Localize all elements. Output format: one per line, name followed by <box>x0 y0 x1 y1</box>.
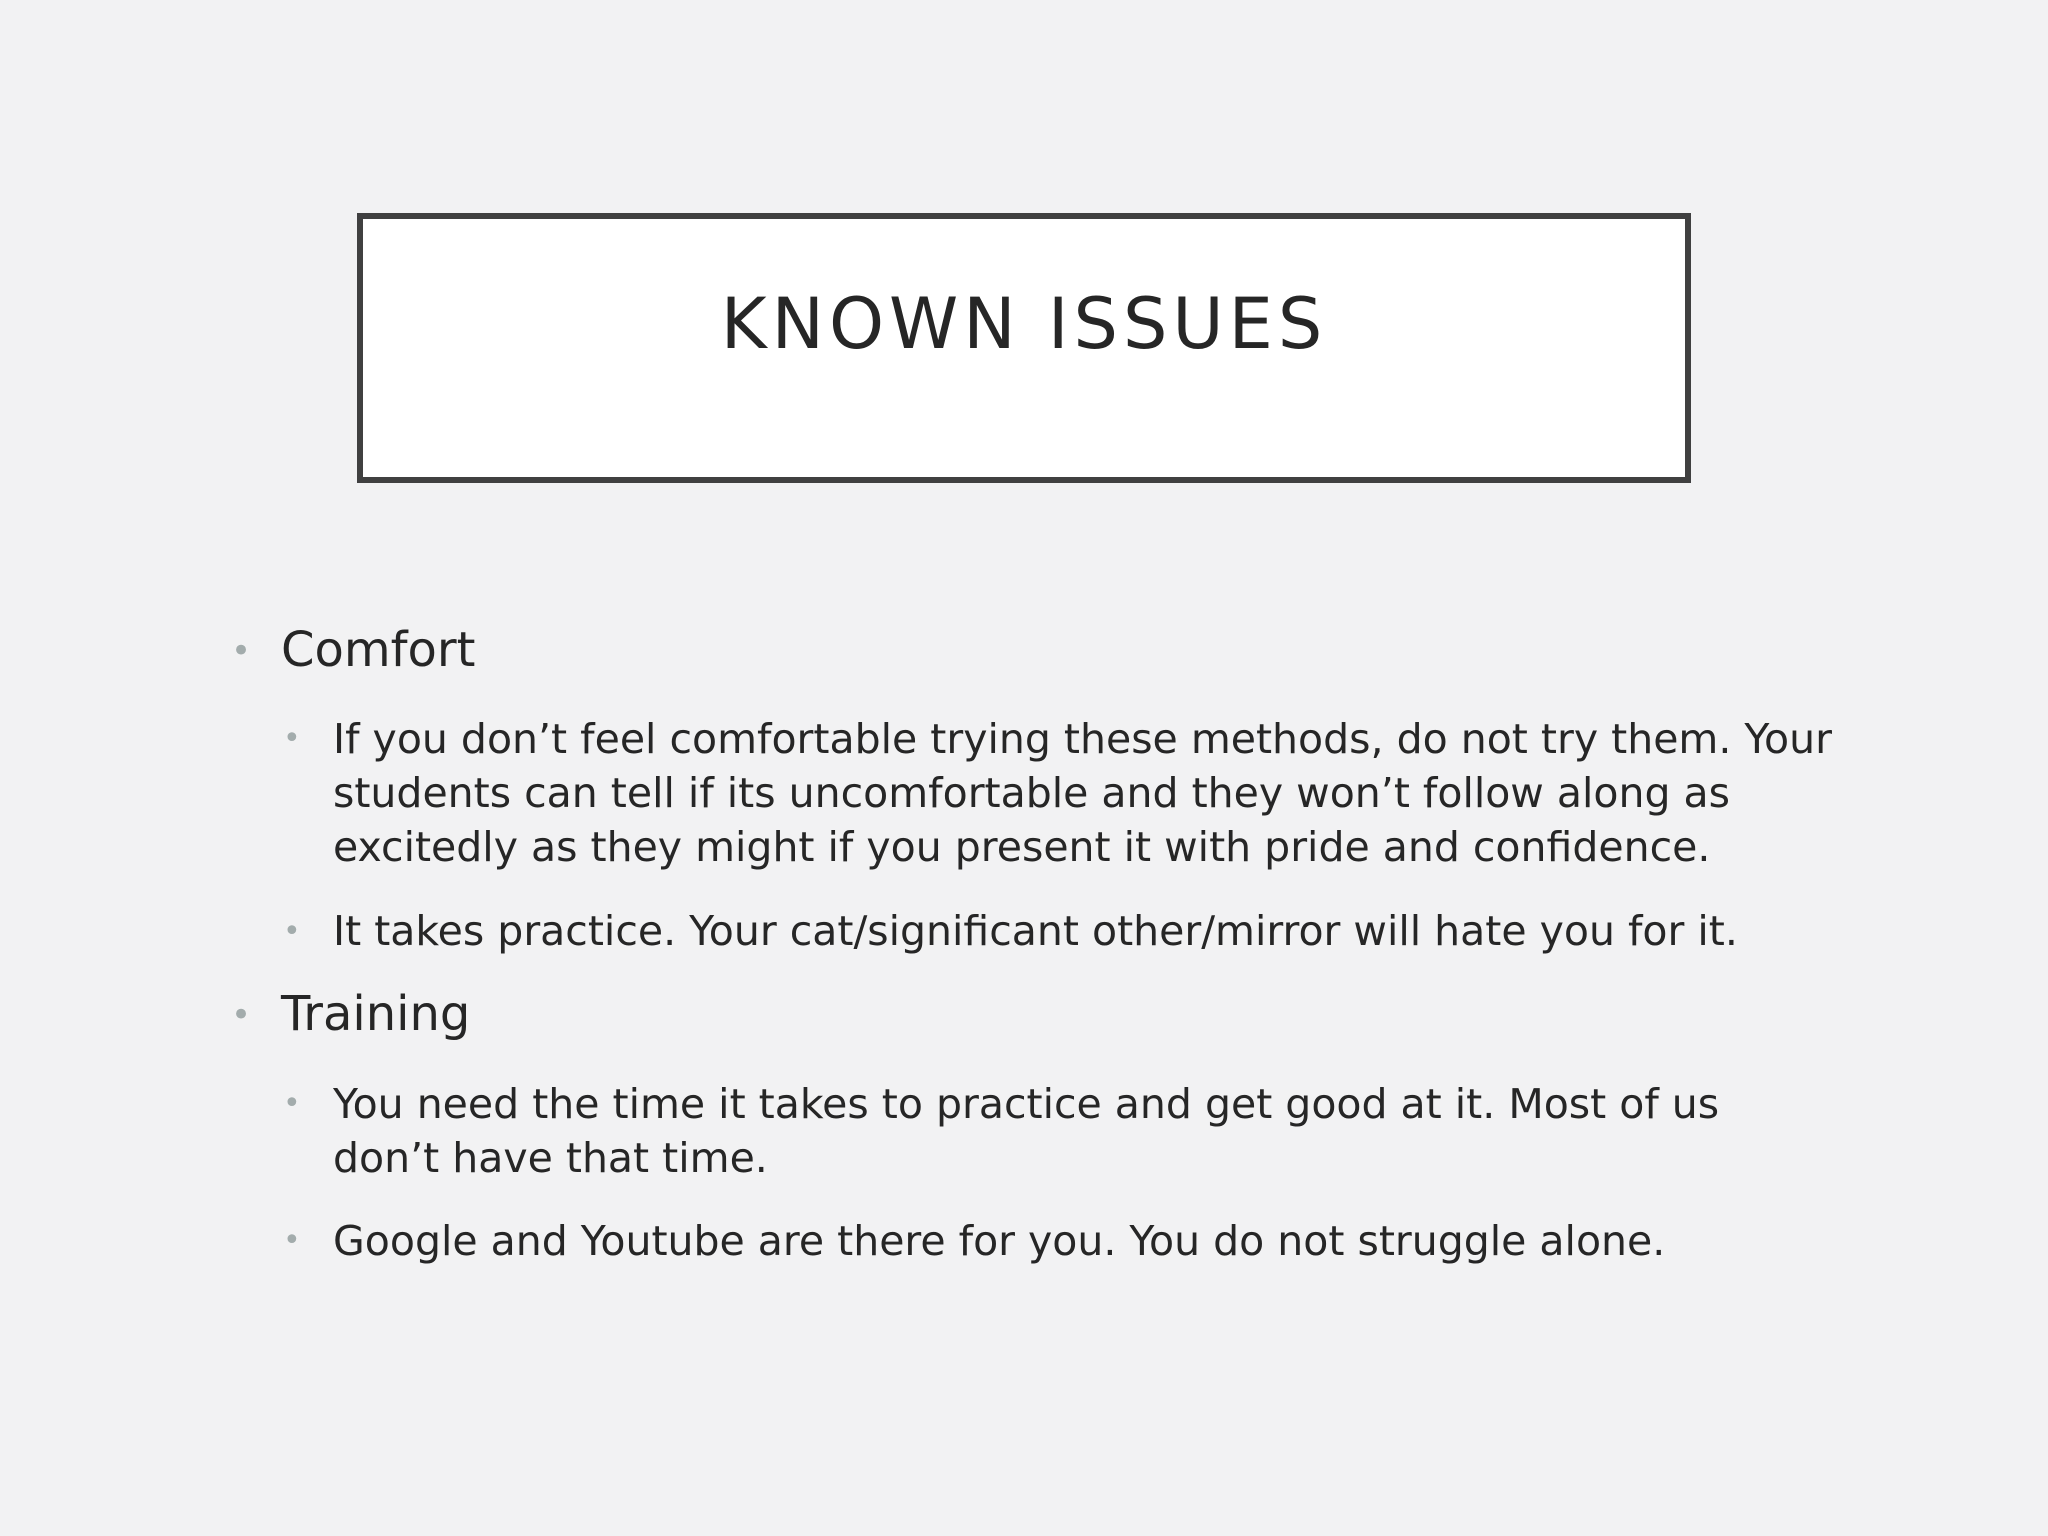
bullet-icon: • <box>283 1223 301 1258</box>
bullet-icon: • <box>283 1086 301 1121</box>
section-heading-comfort: Comfort <box>281 622 476 678</box>
bullet-icon: • <box>283 721 301 756</box>
list-item: It takes practice. Your cat/significant other/mirror will hate you for it. <box>333 907 1738 955</box>
bullet-icon: • <box>283 914 301 949</box>
list-item: You need the time it takes to practice and get good at it. Most of us don’t have that time. <box>333 1080 1720 1182</box>
list-item: If you don’t feel comfortable trying these methods, do not try them. Your students can tell if its uncomfortable and they won’t follow along as excitedly as they might if you present it with pride and confidence. <box>333 715 1832 871</box>
slide-title: KNOWN ISSUES <box>720 283 1328 365</box>
section-heading-training: Training <box>281 986 471 1042</box>
bullet-icon: • <box>231 995 252 1035</box>
bullet-icon: • <box>231 631 252 671</box>
list-item: Google and Youtube are there for you. You do not struggle alone. <box>333 1217 1666 1265</box>
